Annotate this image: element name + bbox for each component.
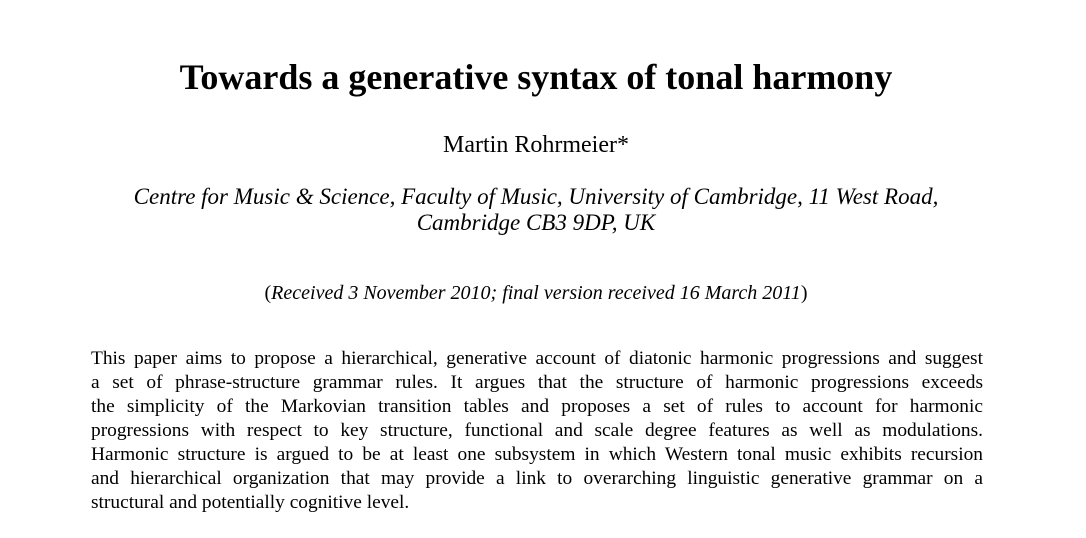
author-name: Martin Rohrmeier* [443, 132, 629, 158]
received-open-paren: ( [264, 282, 272, 304]
abstract [91, 347, 983, 515]
abstract-line: and hierarchical organization that may provide a link to overarching linguistic generative grammar on a [91, 468, 983, 489]
received-text: Received 3 November 2010; final version received 16 March 2011 [271, 282, 801, 304]
abstract-line: the simplicity of the Markovian transition tables and proposes a set of rules to account for harmonic [91, 396, 983, 417]
abstract-line: a set of phrase-structure grammar rules. It argues that the structure of harmonic progressions exceeds [91, 372, 983, 393]
received-close-paren: ) [800, 282, 808, 304]
affiliation-line-2: Cambridge CB3 9DP, UK [416, 210, 656, 235]
author-affiliation [0, 184, 1072, 236]
affiliation-line-1: Centre for Music & Science, Faculty of Music, University of Cambridge, 11 West Road, [133, 184, 939, 209]
abstract-line: progressions with respect to key structure, functional and scale degree features as well as modulations. [91, 420, 983, 441]
received-dates [0, 281, 1072, 305]
abstract-line: structural and potentially cognitive level. [91, 492, 410, 513]
paper-title: Towards a generative syntax of tonal harmony [179, 57, 893, 97]
abstract-line: Harmonic structure is argued to be at least one subsystem in which Western tonal music exhibits recursion [91, 444, 983, 465]
abstract-line: This paper aims to propose a hierarchical, generative account of diatonic harmonic progressions and suggest [91, 348, 983, 369]
